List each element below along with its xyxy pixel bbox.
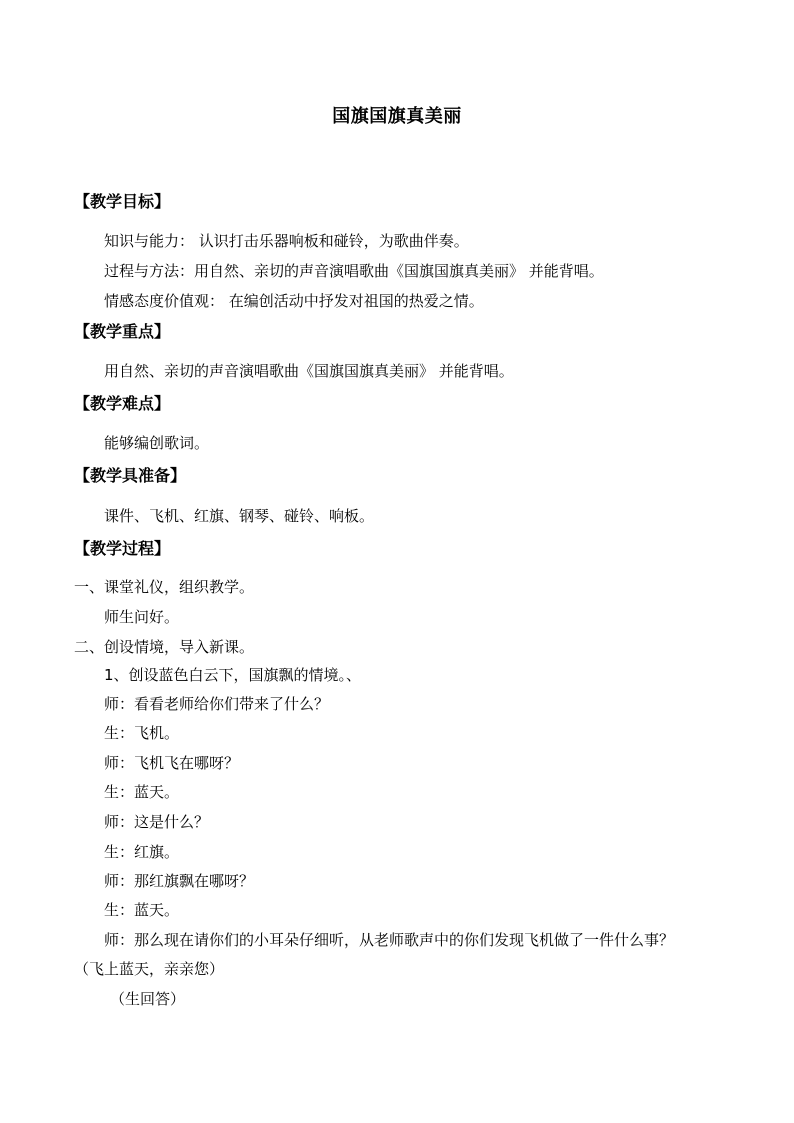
key-points-line: 用自然、亲切的声音演唱歌曲《国旗国旗真美丽》 并能背唱。 xyxy=(104,362,514,380)
process-line: 师生问好。 xyxy=(104,608,180,626)
section-heading-process: 【教学过程】 xyxy=(74,539,171,558)
process-line: （生回答） xyxy=(110,990,186,1008)
materials-line: 课件、飞机、红旗、钢琴、碰铃、响板。 xyxy=(104,507,375,525)
process-line: 一、课堂礼仪，组织教学。 xyxy=(74,578,255,596)
process-line: 二、创设情境，导入新课。 xyxy=(74,638,255,656)
document-title: 国旗国旗真美丽 xyxy=(332,106,462,127)
process-line: 师：那红旗飘在哪呀？ xyxy=(104,872,255,890)
process-line: 1、创设蓝色白云下，国旗飘的情境。、 xyxy=(104,666,362,684)
process-line: 师：这是什么？ xyxy=(104,813,210,831)
goals-line: 过程与方法：用自然、亲切的声音演唱歌曲《国旗国旗真美丽》 并能背唱。 xyxy=(104,262,604,280)
section-heading-goals: 【教学目标】 xyxy=(74,192,171,211)
process-line: （飞上蓝天，亲亲您） xyxy=(74,960,225,978)
process-line: 生：飞机。 xyxy=(104,724,180,742)
process-line: 师：看看老师给你们带来了什么？ xyxy=(104,695,330,713)
process-line: 师：飞机飞在哪呀？ xyxy=(104,754,240,772)
process-line: 生：红旗。 xyxy=(104,843,180,861)
difficulties-line: 能够编创歌词。 xyxy=(104,434,210,452)
goals-line: 知识与能力： 认识打击乐器响板和碰铃，为歌曲伴奏。 xyxy=(104,232,469,250)
goals-line: 情感态度价值观： 在编创活动中抒发对祖国的热爱之情。 xyxy=(104,292,484,310)
process-line: 生：蓝天。 xyxy=(104,901,180,919)
section-heading-key-points: 【教学重点】 xyxy=(74,322,171,341)
section-heading-difficulties: 【教学难点】 xyxy=(74,394,171,413)
process-line: 师：那么现在请你们的小耳朵仔细听，从老师歌声中的你们发现飞机做了一件什么事？ xyxy=(104,931,675,949)
process-line: 生：蓝天。 xyxy=(104,783,180,801)
section-heading-materials: 【教学具准备】 xyxy=(74,466,187,485)
